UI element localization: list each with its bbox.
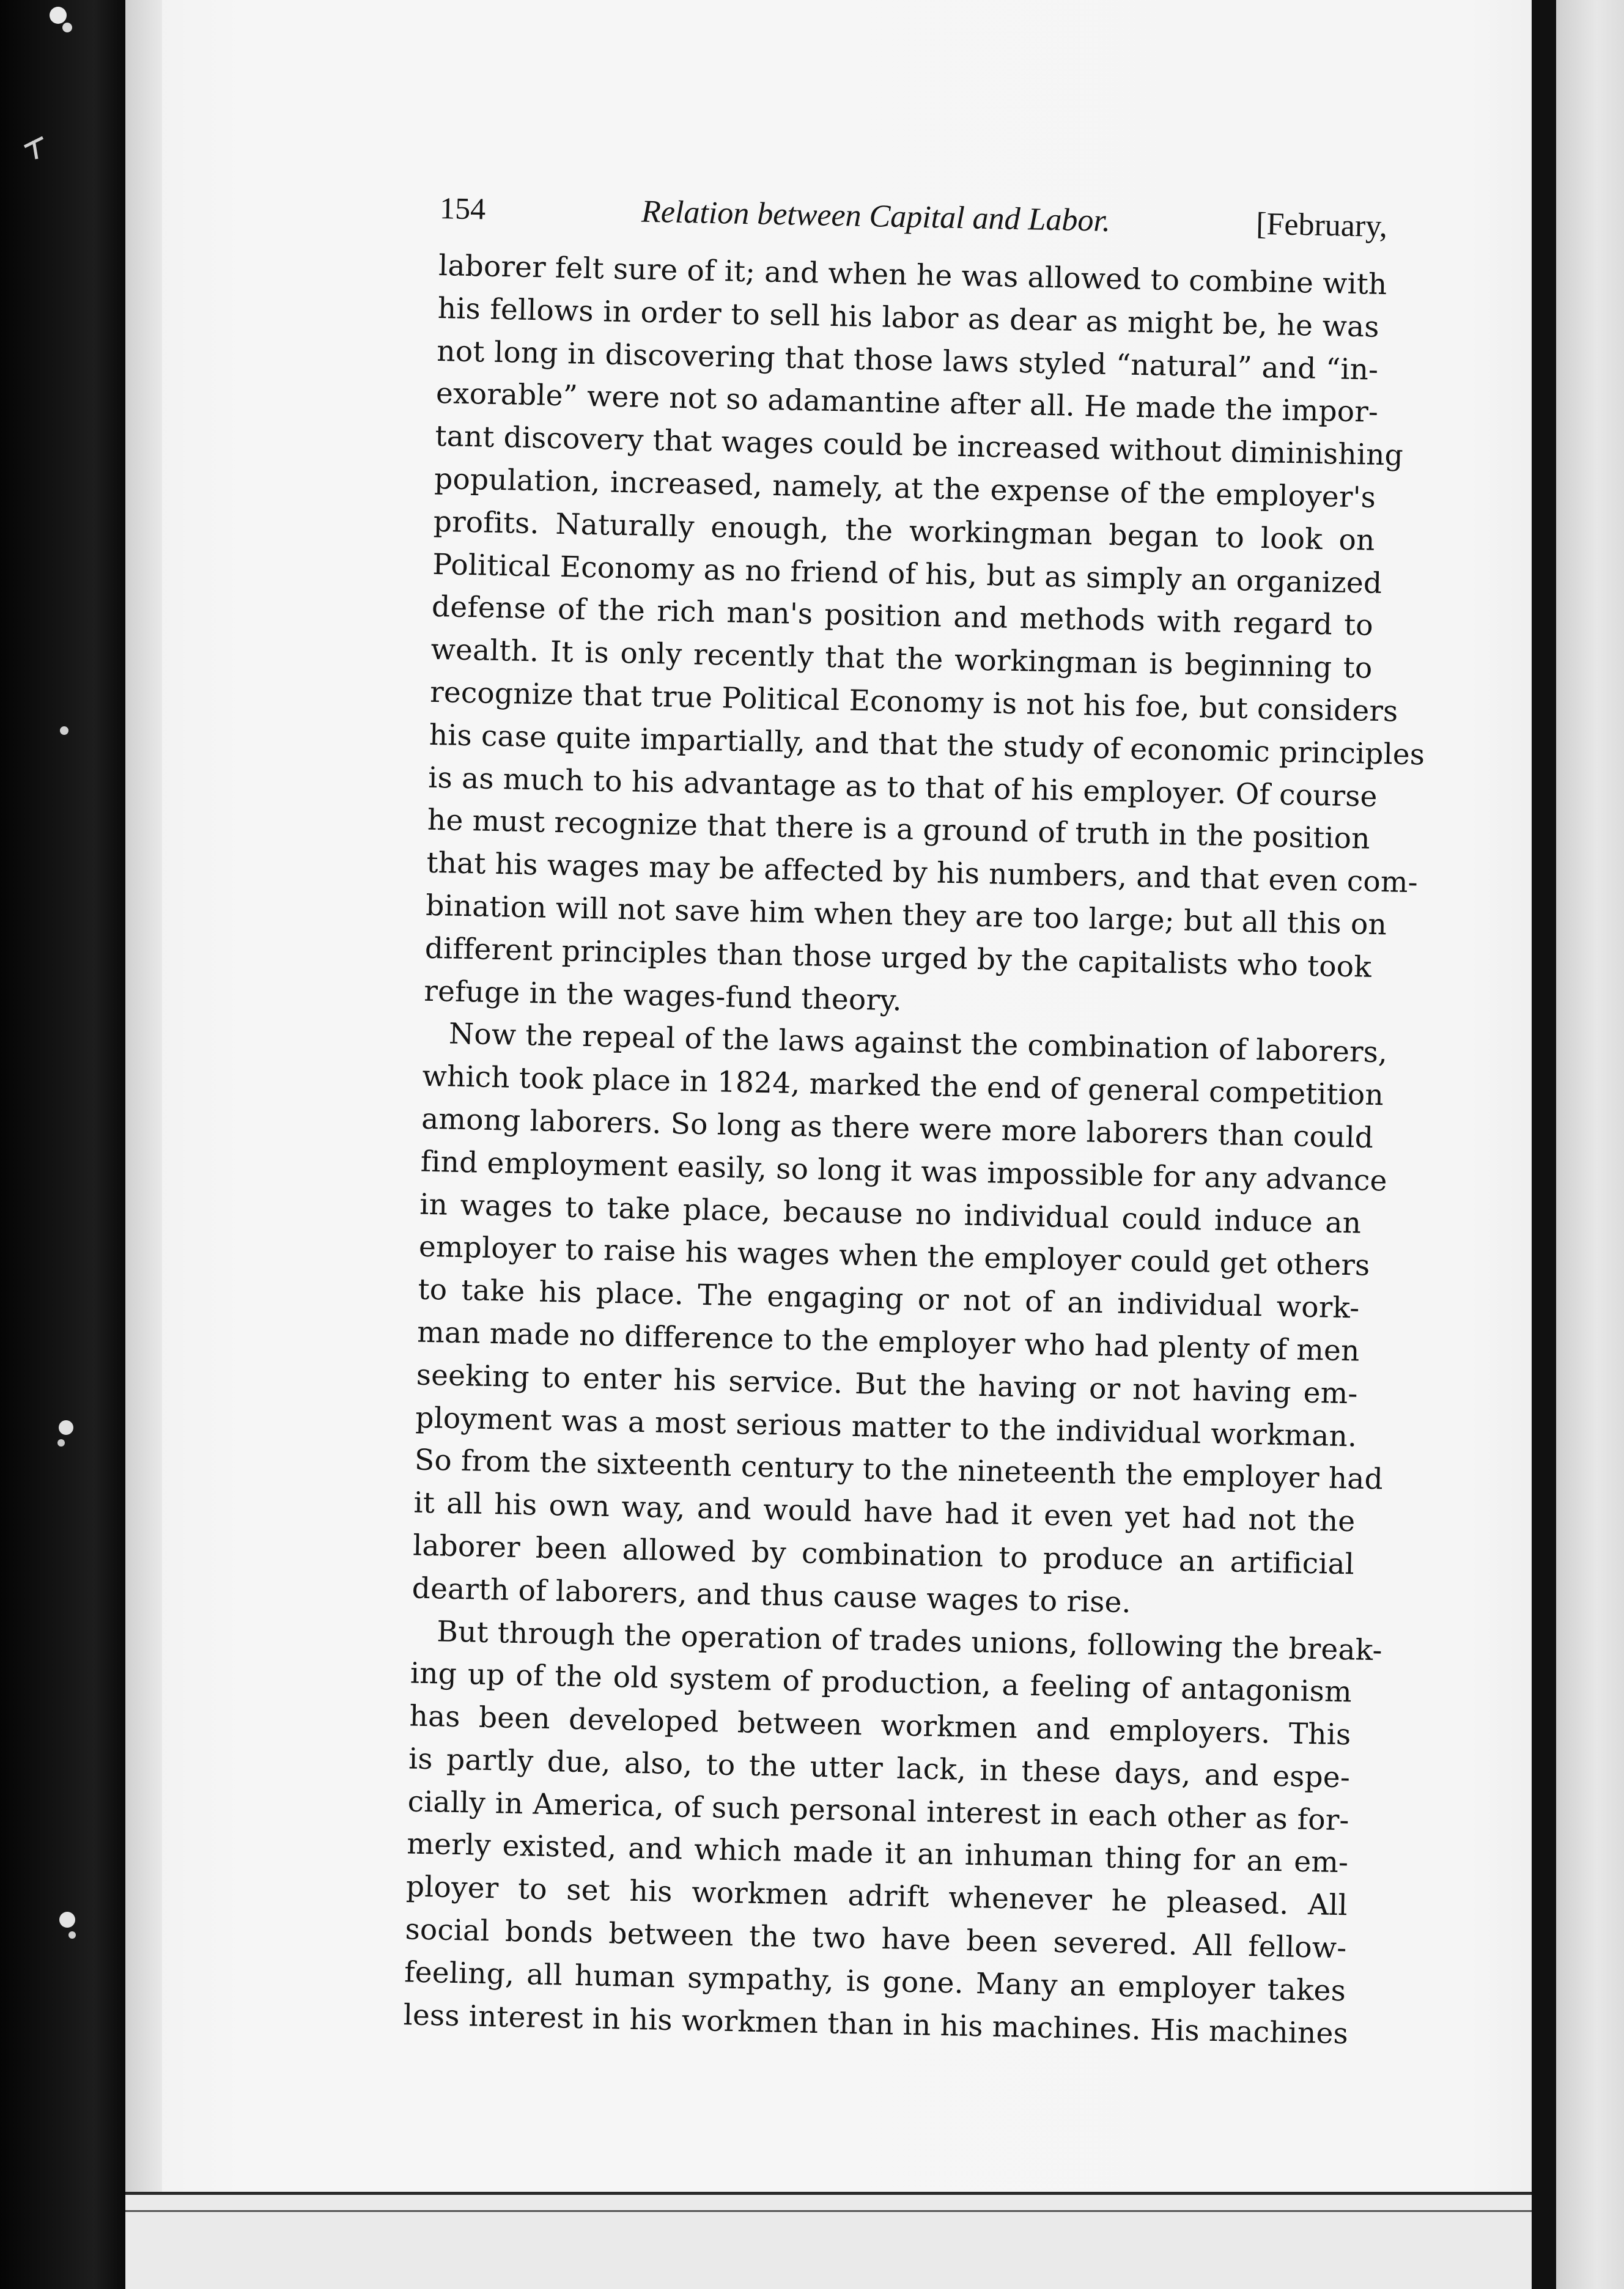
text-line: different principles than those urged by the capitalists who took [424, 931, 1372, 984]
text-line: social bonds between the two have been severed. All fellow- [405, 1912, 1347, 1966]
text-line: man made no difference to the employer who had plenty of men [416, 1315, 1360, 1368]
text-line: exorable” were not so adamantine after all. He made the impor- [435, 377, 1379, 430]
text-line: laborer been allowed by combination to produce an artificial [412, 1528, 1355, 1582]
text-line: not long in discovering that those laws styled “natural” and “in- [436, 334, 1379, 387]
text-line: profits. Naturally enough, the workingman began to look on [433, 504, 1376, 558]
page-gutter [1532, 0, 1556, 2289]
text-line: defense of the rich man's position and methods with regard to [431, 590, 1374, 643]
page-bottom-edge [125, 2192, 1550, 2289]
text-line: ployer to set his workmen adrift whenever he pleased. All [405, 1870, 1348, 1923]
text-line: find employment easily, so long it was impossible for any advance [420, 1144, 1388, 1198]
paragraph-3 [403, 1610, 1383, 2055]
text-line: So from the sixteenth century to the nineteenth the employer had [414, 1443, 1384, 1497]
text-line: bination will not save him when they are too large; but all this on [425, 888, 1387, 942]
text-line: laborer felt sure of it; and when he was allowed to combine with [438, 248, 1387, 302]
text-line: in wages to take place, because no individual could induce an [419, 1187, 1362, 1240]
page-bottom-edge-line [125, 2210, 1550, 2212]
text-line: seeking to enter his service. But the having or not having em- [416, 1358, 1359, 1411]
text-line: recognize that true Political Economy is not his foe, but considers [429, 675, 1398, 729]
text-line: is as much to his advantage as to that of his employer. Of course [427, 761, 1378, 814]
paragraph-1 [423, 245, 1425, 1031]
text-line: employer to raise his wages when the employer could get others [418, 1229, 1370, 1283]
text-line: his case quite impartially, and that the study of economic principles [429, 718, 1425, 772]
paragraph-2 [412, 1012, 1388, 1629]
text-line: his fellows in order to sell his labor as dear as might be, he was [437, 291, 1380, 344]
text-line: ing up of the old system of production, a feeling of antagonism [410, 1656, 1353, 1709]
running-date: [February, [1255, 206, 1388, 245]
text-line: less interest in his workmen than in his machines. His machines [403, 1998, 1349, 2051]
text-block [403, 183, 1425, 2055]
text-line: that his wages may be affected by his numbers, and that even com- [426, 846, 1419, 900]
text-line: tant discovery that wages could be increased without diminishing [435, 419, 1404, 473]
text-line: population, increased, namely, at the expense of the employer's [434, 462, 1376, 515]
text-line: dearth of laborers, and thus cause wages to rise. [412, 1571, 1132, 1620]
text-line: which took place in 1824, marked the end of general competition [422, 1059, 1384, 1113]
text-line: cially in America, of such personal interest in each other as for- [407, 1785, 1350, 1838]
text-line: wealth. It is only recently that the workingman is beginning to [430, 633, 1373, 685]
text-line: to take his place. The engaging or not of an individual work- [418, 1272, 1360, 1325]
text-line: ployment was a most serious matter to the individual workman. [415, 1401, 1357, 1454]
running-title: Relation between Capital and Labor. [641, 194, 1111, 239]
page-number: 154 [439, 190, 486, 226]
text-line: merly existed, and which made it an inhuman thing for an em- [406, 1827, 1349, 1880]
text-line: Now the repeal of the laws against the combination of laborers, [448, 1017, 1388, 1070]
text-line: among laborers. So long as there were more laborers than could [421, 1102, 1374, 1155]
page-left-edge [125, 0, 162, 2289]
binding-specks [0, 0, 125, 2289]
text-line: is partly due, also, to the utter lack, in these days, and espe- [408, 1742, 1351, 1795]
text-line: it all his own way, and would have had it even yet had not the [413, 1486, 1356, 1539]
adjacent-page-edge [1556, 0, 1624, 2289]
text-line: he must recognize that there is a ground of truth in the position [427, 803, 1371, 857]
text-line: But through the operation of trades unions, following the break- [436, 1614, 1383, 1667]
text-line: feeling, all human sympathy, is gone. Many an employer takes [404, 1955, 1346, 2008]
text-line: refuge in the wages-fund theory. [423, 974, 902, 1017]
text-line: has been developed between workmen and employers. This [409, 1699, 1351, 1752]
text-line: Political Economy as no friend of his, but as simply an organized [432, 547, 1382, 600]
